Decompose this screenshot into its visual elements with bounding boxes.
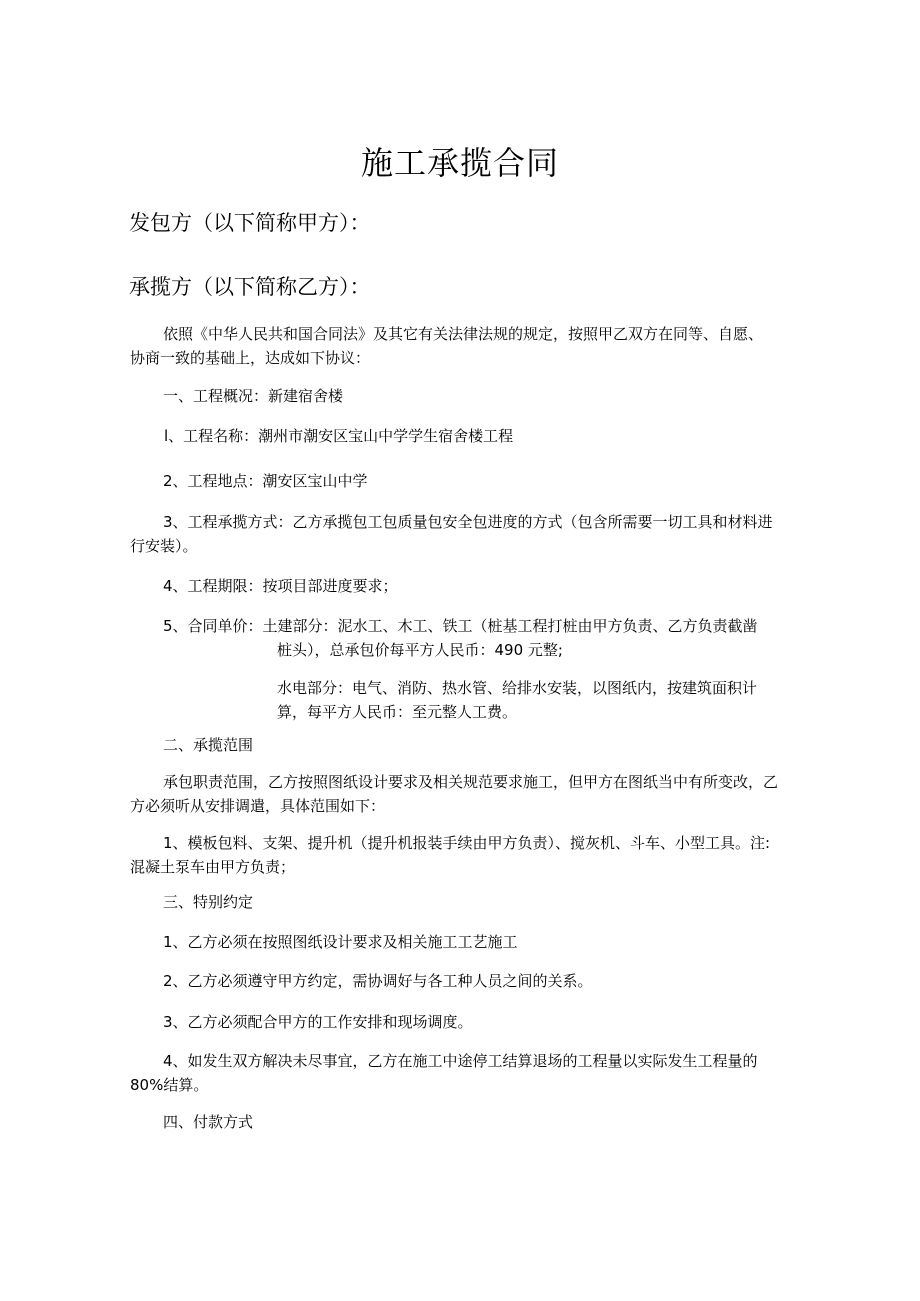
section-1-item-4: 4、工程期限：按项目部进度要求； [163, 577, 398, 595]
section-1-item-2: 2、工程地点：潮安区宝山中学 [163, 472, 368, 490]
intro-line-1: 依照《中华人民共和国合同法》及其它有关法律法规的规定，按照甲乙双方在同等、自愿、 [163, 325, 764, 343]
section-2-heading: 二、承揽范围 [163, 736, 254, 754]
party-b-line: 承揽方（以下简称乙方）： [129, 275, 371, 299]
section-1-item-5-line-1: 5、合同单价：土建部分：泥水工、木工、铁工（桩基工程打桩由甲方负责、乙方负责截凿 [163, 617, 758, 635]
section-3-item-4-line-2: 80%结算。 [130, 1076, 209, 1094]
section-3-heading: 三、特别约定 [163, 893, 254, 911]
section-1-item-5-line-3: 水电部分：电气、消防、热水管、给排水安装，以图纸内，按建筑面积计 [277, 679, 758, 697]
section-1-heading: 一、工程概况：新建宿舍楼 [163, 387, 344, 405]
section-2-para-line-1: 承包职责范围，乙方按照图纸设计要求及相关规范要求施工，但甲方在图纸当中有所变改，乙 [163, 773, 779, 791]
section-1-item-3-line-2: 行安装）。 [130, 537, 198, 555]
intro-line-2: 协商一致的基础上，达成如下协议： [130, 349, 371, 367]
section-2-item-1-line-2: 混凝土泵车由甲方负责； [130, 858, 296, 876]
section-1-item-5-line-4: 算，每平方人民币：至元整人工费。 [277, 703, 518, 721]
section-1-item-1: l、工程名称：潮州市潮安区宝山中学学生宿舍楼工程 [164, 427, 514, 445]
section-3-item-4-line-1: 4、如发生双方解决未尽事宜，乙方在施工中途停工结算退场的工程量以实际发生工程量的 [163, 1052, 758, 1070]
party-a-line: 发包方（以下简称甲方）： [129, 211, 371, 235]
document-title: 施工承揽合同 [360, 144, 559, 182]
section-3-item-3: 3、乙方必须配合甲方的工作安排和现场调度。 [163, 1013, 473, 1031]
section-4-heading: 四、付款方式 [163, 1113, 254, 1131]
section-1-item-3-line-1: 3、工程承揽方式：乙方承揽包工包质量包安全包进度的方式（包含所需要一切工具和材料进 [163, 513, 773, 531]
section-2-para-line-2: 方必须听从安排调遣，具体范围如下： [130, 797, 386, 815]
section-3-item-2: 2、乙方必须遵守甲方约定，需协调好与各工种人员之间的关系。 [163, 972, 593, 990]
section-2-item-1-line-1: 1、模板包料、支架、提升机（提升机报装手续由甲方负责）、搅灰机、斗车、小型工具。注: [163, 834, 771, 852]
section-1-item-5-line-2: 桩头），总承包价每平方人民币：490 元整; [277, 641, 563, 659]
section-3-item-1: 1、乙方必须在按照图纸设计要求及相关施工工艺施工 [163, 933, 518, 951]
